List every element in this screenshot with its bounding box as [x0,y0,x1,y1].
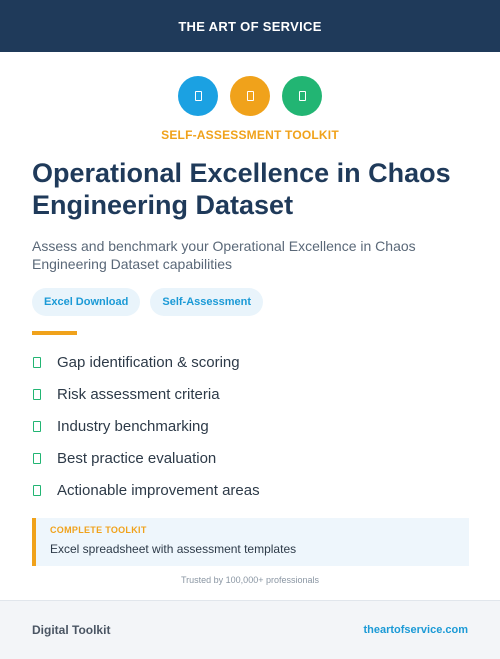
footer-label: Digital Toolkit [32,623,111,637]
toolkit-callout [32,518,469,566]
feature-text: Best practice evaluation [57,449,217,467]
list-item [32,442,260,474]
check-icon [33,357,41,368]
tag-self-assessment: Self-Assessment [150,288,263,316]
feature-list [32,346,260,506]
feature-text: Actionable improvement areas [57,481,260,499]
feature-text: Gap identification & scoring [57,353,240,371]
kicker-label: SELF-ASSESSMENT TOOLKIT [161,128,339,142]
check-icon [33,453,41,464]
list-item [32,346,260,378]
callout-text: Excel spreadsheet with assessment templates [50,542,297,556]
feature-text: Risk assessment criteria [57,385,220,403]
footer-link[interactable]: theartofservice.com [363,624,468,636]
document-icon [178,76,218,116]
icon-row [0,76,500,116]
check-icon [33,421,41,432]
check-icon [33,389,41,400]
document-icon [230,76,270,116]
footer [0,600,500,659]
trust-note: Trusted by 100,000+ professionals [180,575,319,585]
feature-text: Industry benchmarking [57,417,209,435]
list-item [32,474,260,506]
accent-divider [32,331,77,335]
tag-excel-download: Excel Download [32,288,140,316]
check-icon [33,485,41,496]
document-icon [282,76,322,116]
page-subtitle: Assess and benchmark your Operational Excellence in Chaos Engineering Dataset capabilities [32,238,416,272]
list-item [32,410,260,442]
brand-header [0,0,500,52]
callout-label: COMPLETE TOOLKIT [50,525,147,535]
page-title: Operational Excellence in Chaos Engineering Dataset [32,158,451,220]
list-item [32,378,260,410]
brand-name: THE ART OF SERVICE [178,18,322,34]
tag-list [32,288,263,316]
